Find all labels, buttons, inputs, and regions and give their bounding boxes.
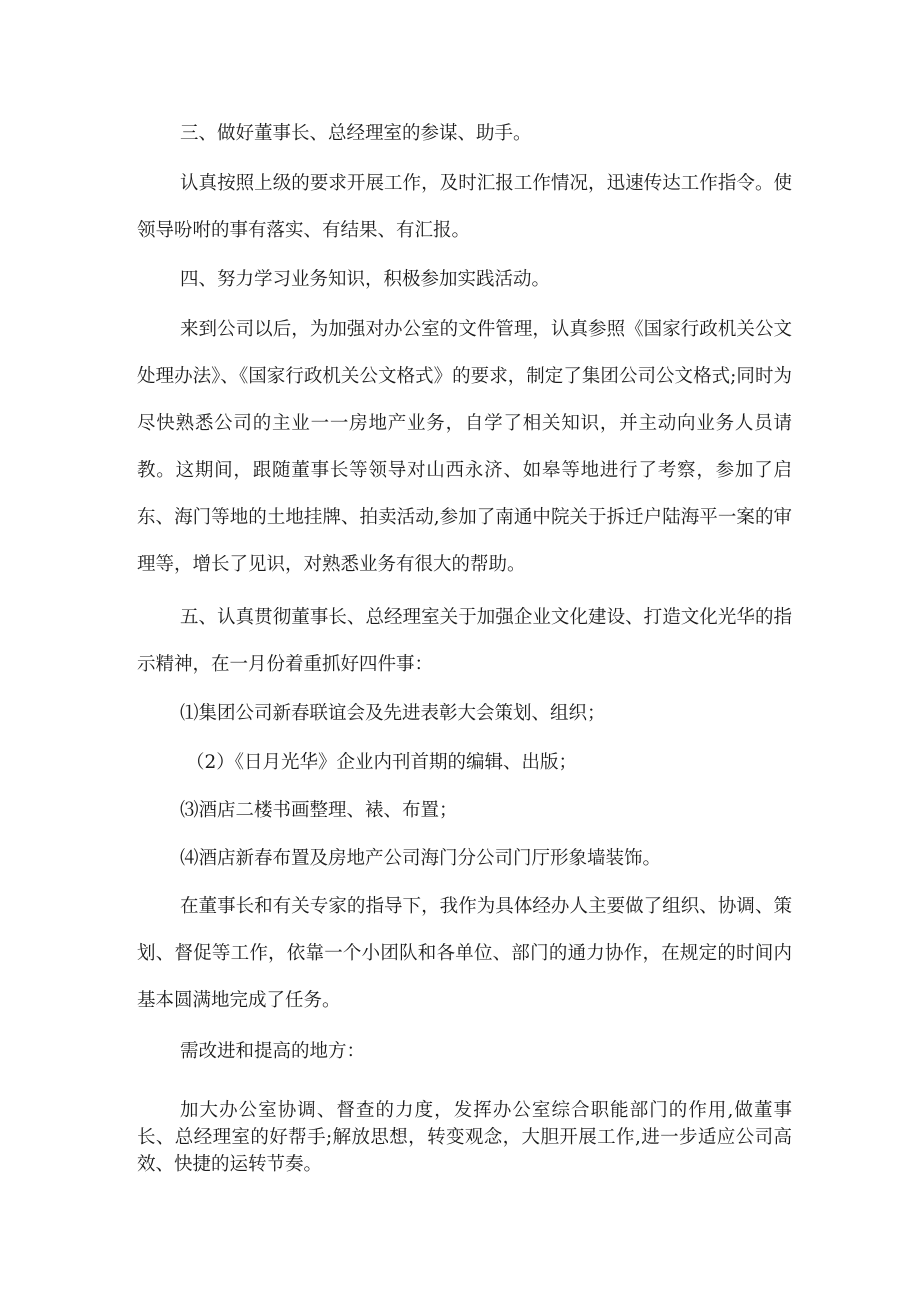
paragraph-report-work: 认真按照上级的要求开展工作，及时汇报工作情况，迅速传达工作指令。使领导吩咐的事有落实、有结果、有汇报。: [137, 173, 792, 241]
paragraph-learning: 来到公司以后，为加强对办公室的文件管理，认真参照《国家行政机关公文处理办法》、《国家行政机关公文格式》的要求，制定了集团公司公文格式;同时为尽快熟悉公司的主业一一房地产业务，自学了相关知识，并主动向业务人员请教。这期间，跟随董事长等领导对山西永济、如皋等地进行了考察，参加了启东、海门等地的土地挂牌、拍卖活动,参加了南通中院关于拆迁户陆海平一案的审理等，增长了见识，对熟悉业务有很大的帮助。: [137, 319, 792, 575]
list-item-4: ⑷酒店新春布置及房地产公司海门分公司门厅形象墙装饰。: [180, 848, 662, 869]
paragraph-improvement: 加大办公室协调、督查的力度，发挥办公室综合职能部门的作用,做董事长、总经理室的好帮手;解放思想，转变观念，大胆开展工作,进一步适应公司高效、快捷的运转节奏。: [137, 1100, 792, 1175]
paragraph-guidance: 在董事长和有关专家的指导下，我作为具体经办人主要做了组织、协调、策划、督促等工作，依靠一个小团队和各单位、部门的通力协作，在规定的时间内基本圆满地完成了任务。: [137, 896, 792, 1011]
list-item-1: ⑴集团公司新春联谊会及先进表彰大会策划、组织；: [180, 703, 606, 724]
heading-section-5: 五、认真贯彻董事长、总经理室关于加强企业文化建设、打造文化光华的指示精神，在一月份着重抓好四件事：: [137, 607, 792, 675]
heading-improvement: 需改进和提高的地方：: [180, 1041, 366, 1062]
heading-section-4: 四、努力学习业务知识，积极参加实践活动。: [180, 269, 551, 290]
list-item-2: （2）《日月光华》企业内刊首期的编辑、出版；: [186, 752, 578, 773]
heading-section-3: 三、做好董事长、总经理室的参谋、助手。: [180, 123, 532, 144]
list-item-3: ⑶酒店二楼书画整理、裱、布置；: [180, 800, 458, 821]
